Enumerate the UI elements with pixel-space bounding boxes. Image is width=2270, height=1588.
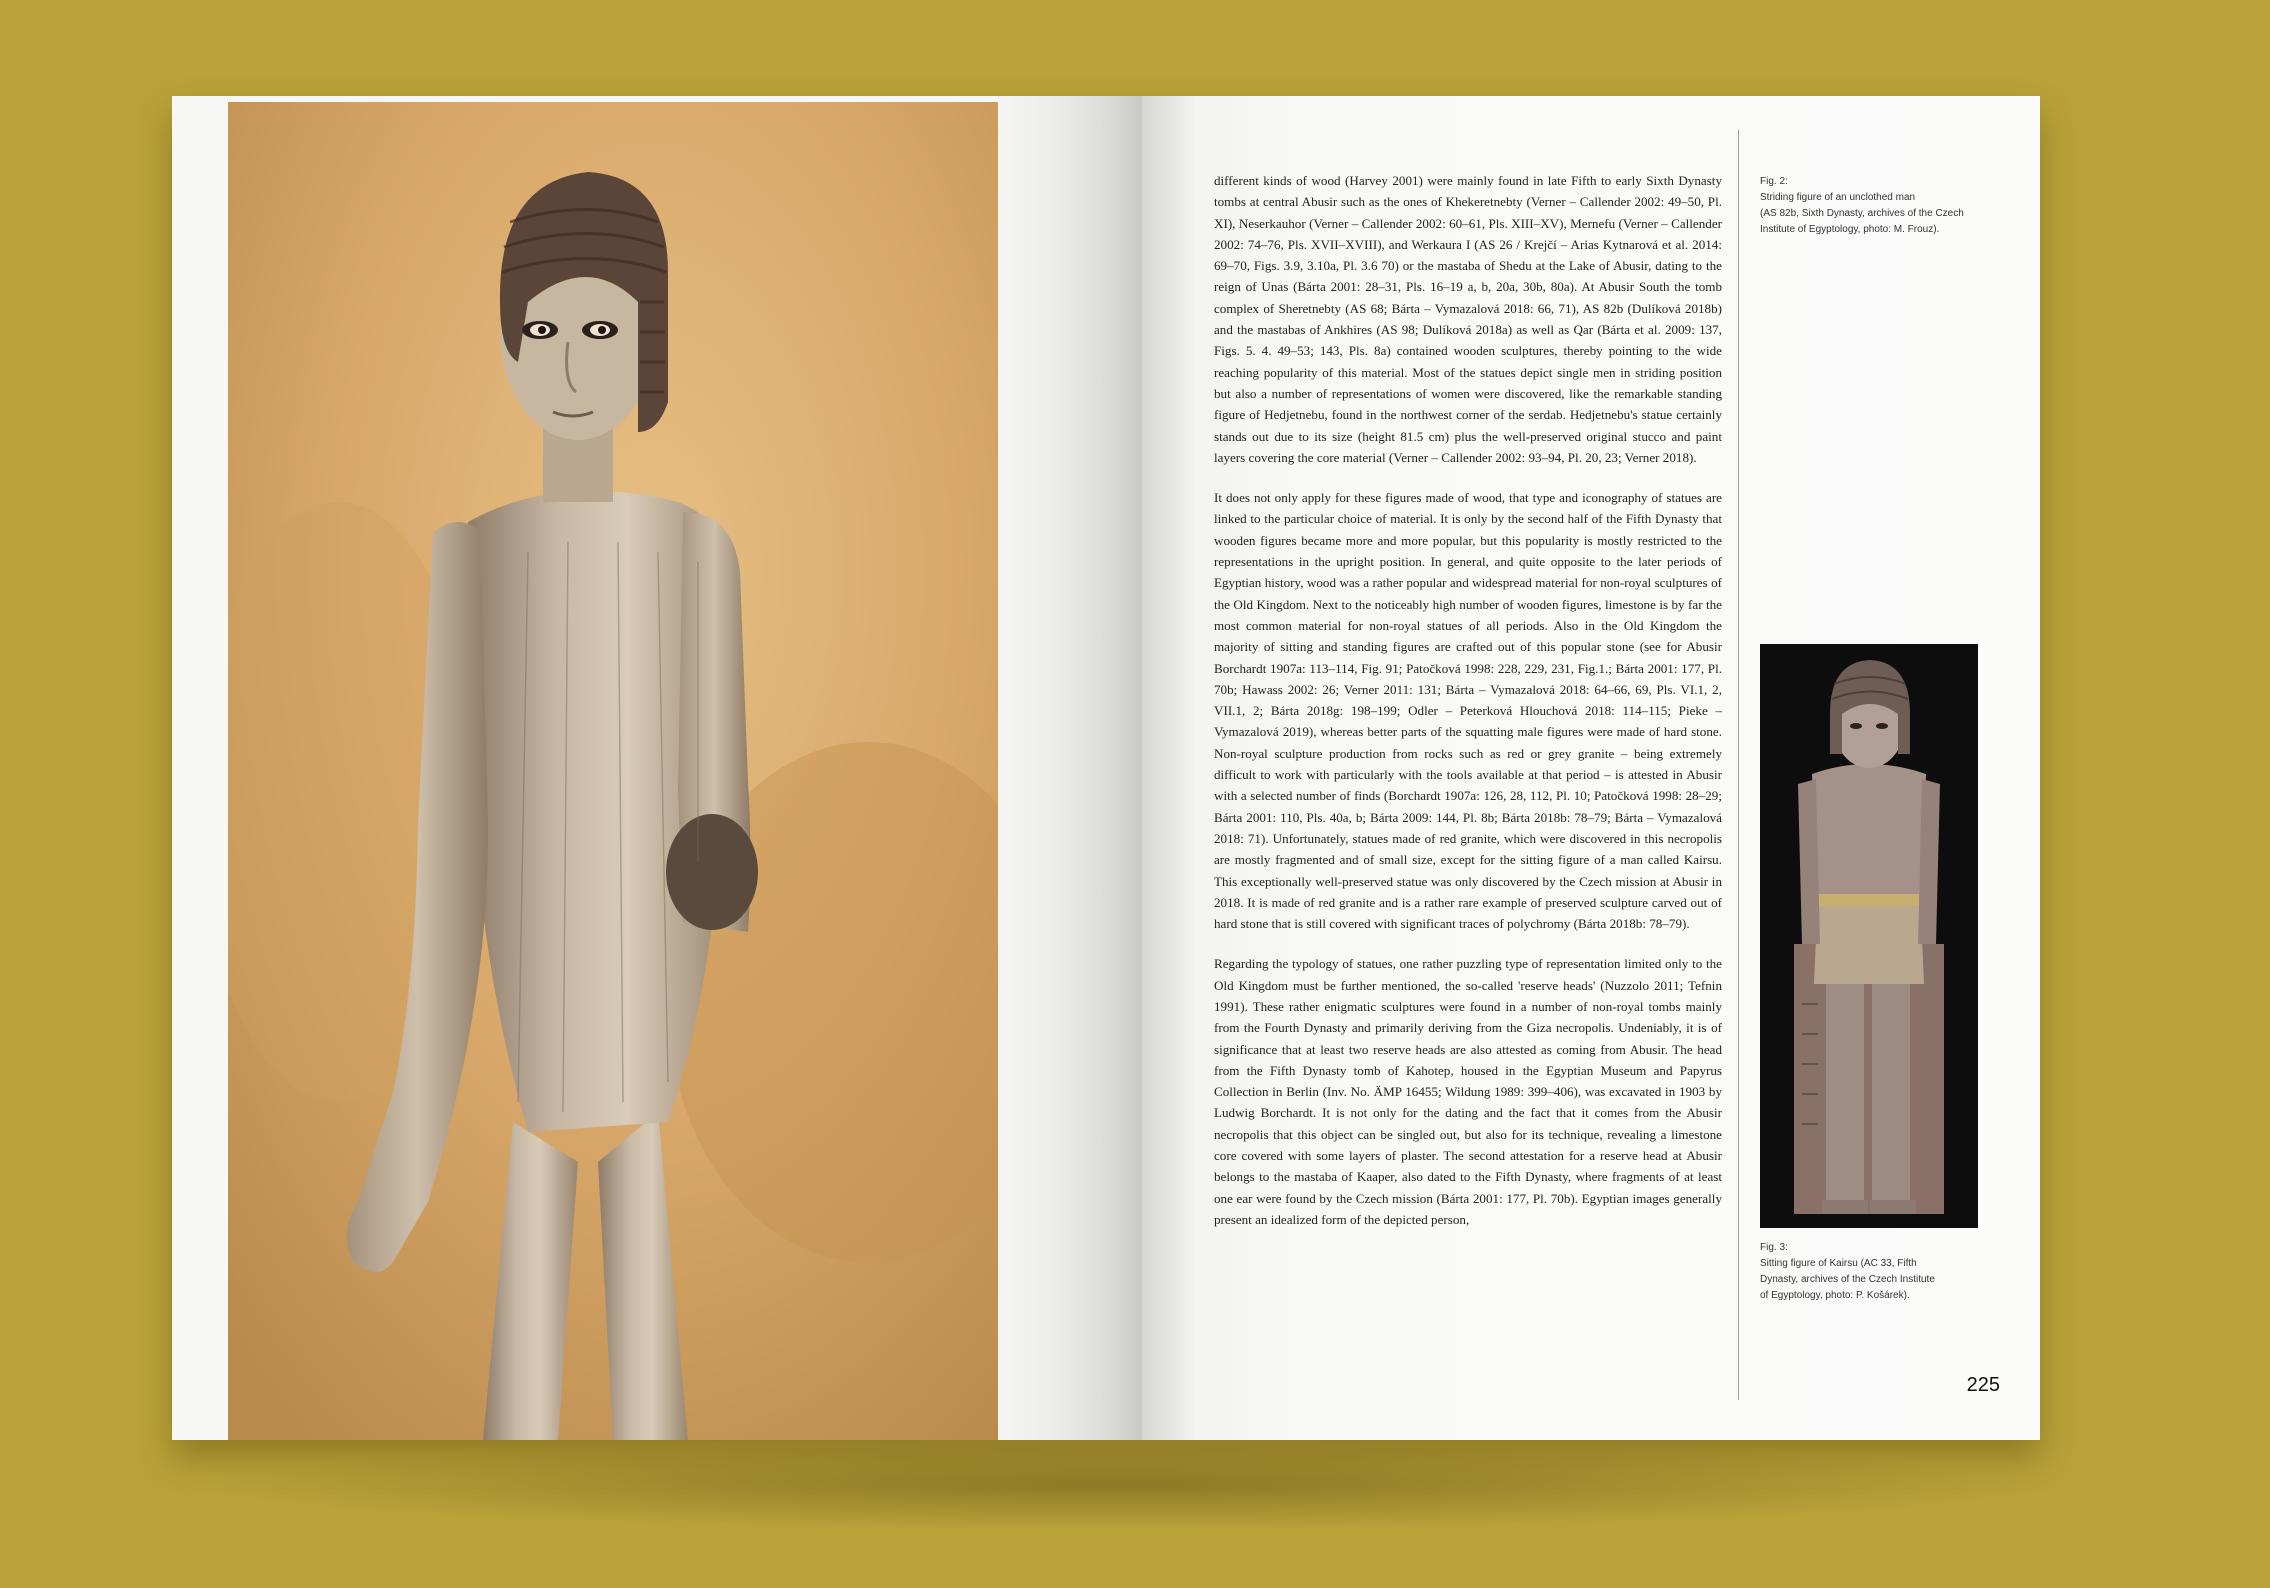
book-gutter [998, 96, 1143, 1440]
fig-2-number: Fig. 2: [1760, 176, 1788, 187]
fig-3-line: Dynasty, archives of the Czech Institute [1760, 1274, 1935, 1285]
fig-3-line: Sitting figure of Kairsu (AC 33, Fifth [1760, 1258, 1917, 1269]
fig-3-caption [1760, 1240, 2000, 1304]
fig-3-number: Fig. 3: [1760, 1242, 1788, 1253]
fig-3-line: of Egyptology, photo: P. Košárek). [1760, 1290, 1910, 1301]
striding-figure-photo [228, 102, 998, 1440]
paragraph-3: Regarding the typology of statues, one rather puzzling type of representation limited only to the Old Kingdom must be further mentioned, the so-called 'reserve heads' (Nuzzolo 2011; Tefnin 1991). These rather enigmatic sculptures were found in a number of non-royal tombs mainly from the Fourth Dynasty and primarily deriving from the Giza necropolis. Undeniably, it is of significance that at least two reserve heads are also attested as coming from Abusir. The head from the Fifth Dynasty tomb of Kahotep, housed in the Egyptian Museum and Papyrus Collection in Berlin (Inv. No. ÄMP 16455; Wildung 1989: 399–406), was excavated in 1903 by Ludwig Borchardt. It is not only for the dating and the fact that it comes from the Abusir necropolis that this object can be singled out, but also for its technique, revealing a limestone core covered with some layers of plaster. The second attestation for a reserve head at Abusir belongs to the mastaba of Kaaper, also dated to the Fifth Dynasty, where fragments of at least one ear were found by the Czech mission (Bárta 2001: 177, Pl. 70b). Egyptian images generally present an idealized form of the depicted person, [1214, 956, 1722, 1227]
body-text-column [1214, 170, 1722, 1249]
fig-2-line: Striding figure of an unclothed man [1760, 192, 1916, 203]
fig-2-caption [1760, 174, 2000, 238]
book-shadow [190, 1440, 2050, 1530]
kairsu-statue-photo [1760, 644, 1978, 1228]
paragraph-2: It does not only apply for these figures made of wood, that type and iconography of statues are linked to the particular choice of material. It is only by the second half of the Fifth Dynasty that wooden figures became more and more popular, but this popularity is mostly restricted to the representations in the upright position. In general, and quite opposite to the later periods of Egyptian history, wood was a rather popular and widespread material for non-royal sculptures of the Old Kingdom. Next to the noticeably high number of wooden figures, limestone is by far the most common material for non-royal statues of all periods. Also in the Old Kingdom the majority of sitting and standing figures are crafted out of this popular stone (see for Abusir Borchardt 1907a: 113–114, Fig. 91; Patočková 1998: 228, 229, 231, Fig.1.; Bárta 2001: 177, Pl. 70b; Hawass 2002: 26; Verner 2011: 131; Bárta – Vymazalová 2018: 64–66, 69, Pls. VI.1, 2, VII.1, 2; Bárta 2018g: 198–199; Odler – Peterková Hlouchová 2018: 114–115; Pieke – Vymazalová 2019), whereas better parts of the squatting male figures were made of hard stone. Non-royal sculpture production from rocks such as red or grey granite – being extremely difficult to work with particularly with the tools available at that period – is attested in Abusir with a selected number of finds (Borchardt 1907a: 126, 28, 112, Pl. 10; Patočková 1998: 28–29; Bárta 2001: 110, Pls. 40a, b; Bárta 2009: 144, Pl. 8b; Bárta 2018b: 78–79; Bárta – Vymazalová 2018: 71). Unfortunately, statues made of red granite, which were discovered in this necropolis are mostly fragmented and of small size, except for the sitting figure of a man called Kairsu. This exceptionally well-preserved statue was only discovered by the Czech mission at Abusir in 2018. It is made of red granite and is a rather rare example of preserved sculpture carved out of hard stone that is still covered with significant traces of polychromy (Bárta 2018b: 78–79). [1214, 490, 1722, 932]
page-number: 225 [1966, 1374, 2000, 1396]
paragraph-1: different kinds of wood (Harvey 2001) were mainly found in late Fifth to early Sixth Dynasty tombs at central Abusir such as the ones of Khekeretnebty (Verner – Callender 2002: 49–50, Pl. XI), Neserkauhor (Verner – Callender 2002: 60–61, Pls. XIII–XV), Mernefu (Verner – Callender 2002: 74–76, Pls. XVII–XVIII), and Werkaura I (AS 26 / Krejčí – Arias Kytnarová et al. 2014: 69–70, Figs. 3.9, 3.10a, Pl. 3.6 70) or the mastaba of Shedu at the Lake of Abusir, dating to the reign of Unas (Bárta 2001: 28–31, Pls. 16–19 a, b, 20a, 30b, 80a). At Abusir South the tomb complex of Sheretnebty (AS 68; Bárta – Vymazalová 2018: 66, 71), AS 82b (Dulíková 2018b) and the mastabas of Ankhires (AS 98; Dulíková 2018a) as well as Qar (Bárta et al. 2009: 137, Figs. 5. 4. 49–53; 143, Pls. 8a) contained wooden sculptures, thereby pointing to the wide reaching popularity of this material. Most of the statues depict single men in striding position but also a number of representations of women were discovered, like the remarkable standing figure of Hedjetnebu, found in the northwest corner of the serdab. Hedjetnebu's statue certainly stands out due to its size (height 81.5 cm) plus the well-preserved original stucco and paint layers covering the core material (Verner – Callender 2002: 93–94, Pl. 20, 23; Verner 2018). [1214, 173, 1722, 465]
column-divider [1738, 130, 1739, 1400]
fig-2-line: Institute of Egyptology, photo: M. Frouz). [1760, 224, 1940, 235]
fig-2-line: (AS 82b, Sixth Dynasty, archives of the Czech [1760, 208, 1964, 219]
